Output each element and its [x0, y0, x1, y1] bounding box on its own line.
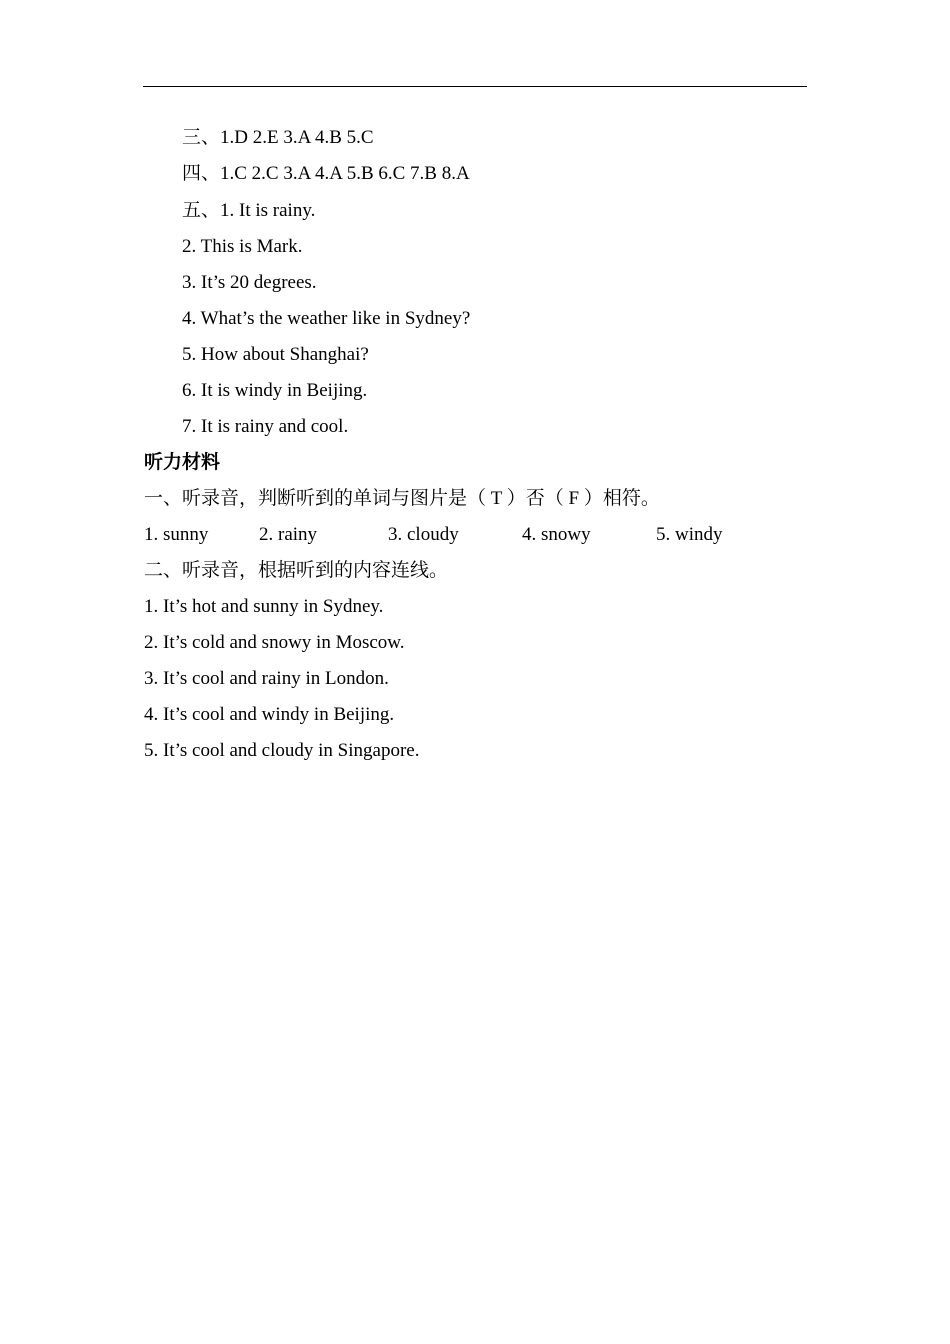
- word-item: 4. snowy: [522, 524, 591, 545]
- answer-section-5-item: 2. This is Mark.: [182, 236, 303, 257]
- listening-heading: 听力材料: [144, 452, 221, 473]
- answer-section-5-item: 五、1. It is rainy.: [182, 200, 316, 221]
- word-item: 1. sunny: [144, 524, 209, 545]
- word-item: 5. windy: [656, 524, 723, 545]
- answer-section-5-item: 5. How about Shanghai?: [182, 344, 369, 365]
- answer-section-5-item: 3. It’s 20 degrees.: [182, 272, 317, 293]
- listening-sentence: 3. It’s cool and rainy in London.: [144, 668, 389, 689]
- header-rule: [143, 86, 807, 87]
- word-item: 3. cloudy: [388, 524, 459, 545]
- answer-section-5-item: 4. What’s the weather like in Sydney?: [182, 308, 471, 329]
- listening-part2-instruction: 二、听录音，根据听到的内容连线。: [144, 560, 449, 581]
- listening-sentence: 4. It’s cool and windy in Beijing.: [144, 704, 395, 725]
- answer-section-5-item: 7. It is rainy and cool.: [182, 416, 349, 437]
- listening-sentence: 1. It’s hot and sunny in Sydney.: [144, 596, 384, 617]
- answer-section-5-item: 6. It is windy in Beijing.: [182, 380, 368, 401]
- listening-part1-instruction: 一、听录音，判断听到的单词与图片是（ T ）否（ F ）相符。: [144, 488, 660, 509]
- listening-sentence: 5. It’s cool and cloudy in Singapore.: [144, 740, 420, 761]
- listening-sentence: 2. It’s cold and snowy in Moscow.: [144, 632, 405, 653]
- answer-section-3: 三、1.D 2.E 3.A 4.B 5.C: [182, 127, 374, 148]
- word-item: 2. rainy: [259, 524, 318, 545]
- answer-section-4: 四、1.C 2.C 3.A 4.A 5.B 6.C 7.B 8.A: [182, 163, 470, 184]
